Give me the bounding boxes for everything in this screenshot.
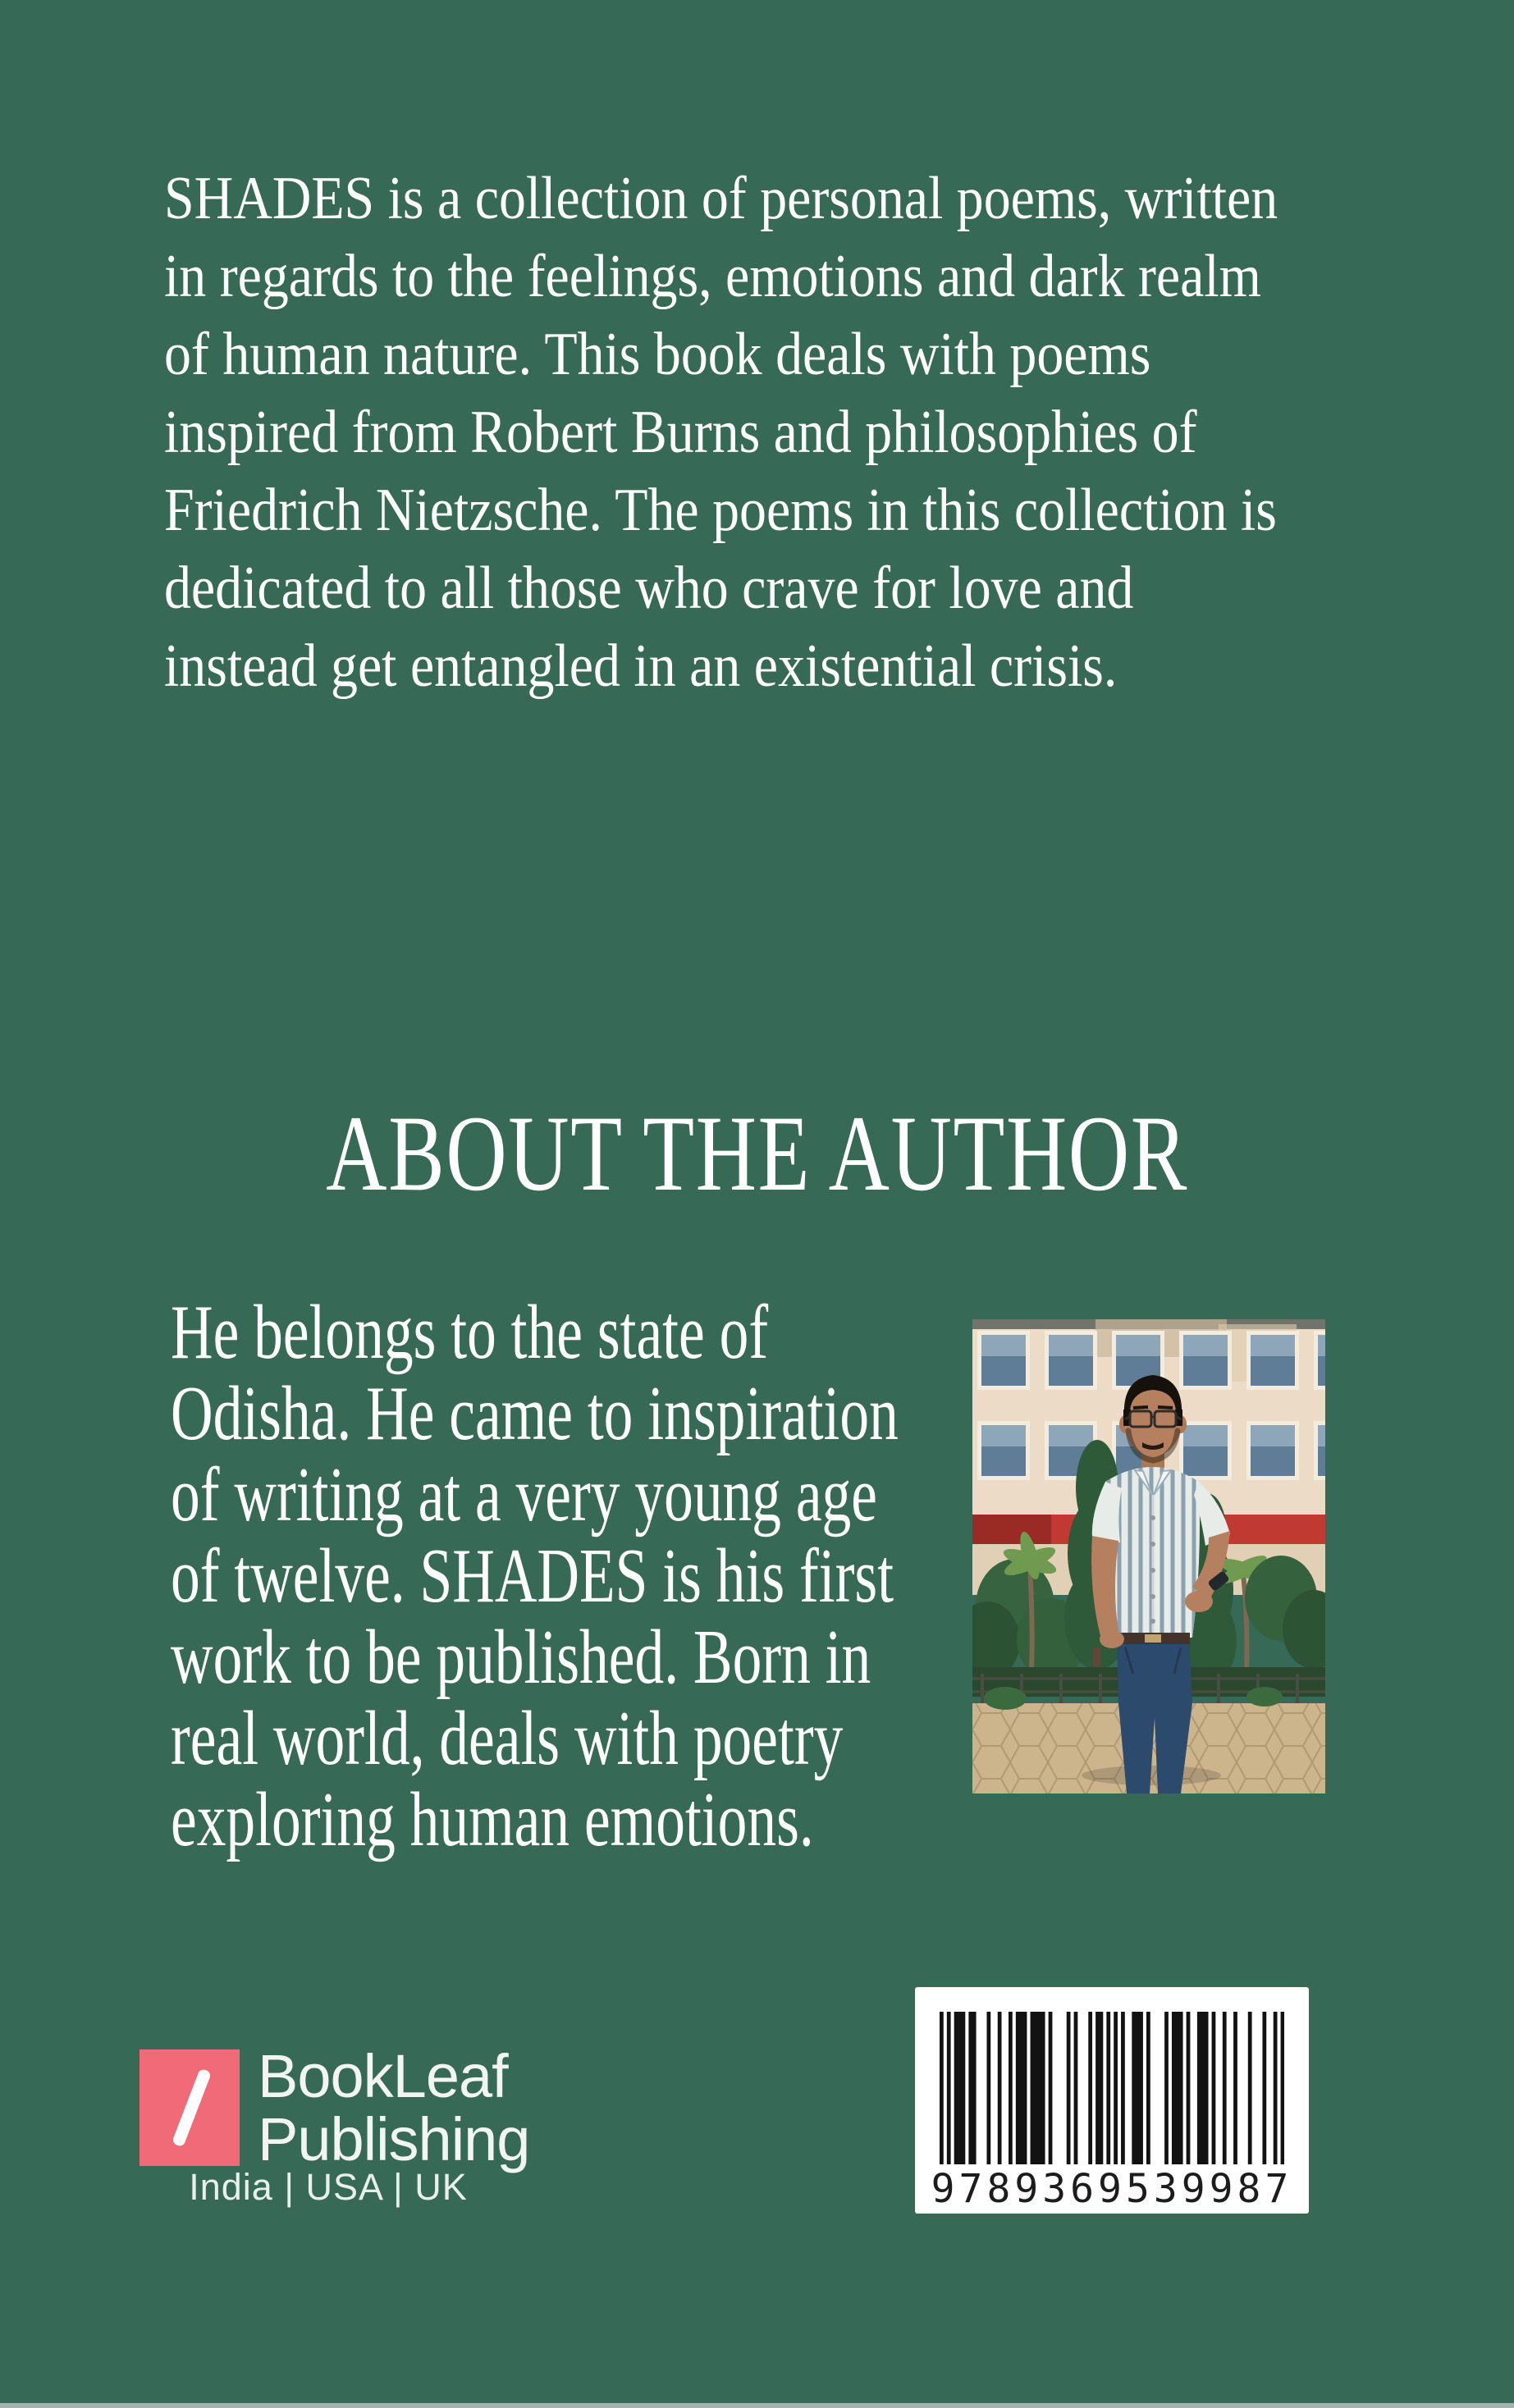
- bio-line: He belongs to the state of: [171, 1290, 769, 1375]
- about-heading-wrap: [0, 1093, 1514, 1213]
- publisher-name: [258, 2042, 530, 2173]
- bio-line: Odisha. He came to inspiration: [171, 1371, 899, 1456]
- barcode: [915, 1987, 1309, 2214]
- bio-line: real world, deals with poetry: [171, 1696, 844, 1781]
- publisher-regions: India | USA | UK: [189, 2166, 468, 2208]
- synopsis-line: of human nature. This book deals with poems: [164, 321, 1151, 388]
- synopsis-line: Friedrich Nietzsche. The poems in this collection is: [164, 477, 1277, 544]
- publisher-logo-square: [140, 2049, 240, 2166]
- author-bio: [171, 1292, 899, 1861]
- slash-icon: [172, 2068, 212, 2148]
- barcode-bars: [940, 2012, 1284, 2164]
- bio-line: of writing at a very young age: [171, 1452, 877, 1538]
- synopsis-line: dedicated to all those who crave for love and: [164, 555, 1134, 622]
- about-heading: ABOUT THE AUTHOR: [326, 1093, 1188, 1213]
- synopsis-paragraph: [164, 160, 1278, 706]
- synopsis-line: in regards to the feelings, emotions and dark realm: [164, 243, 1261, 310]
- author-photo: [972, 1319, 1325, 1793]
- publisher-name-line1: BookLeaf: [258, 2042, 508, 2110]
- bio-line: of twelve. SHADES is his first: [171, 1533, 894, 1619]
- bottom-edge-strip: [0, 2403, 1514, 2408]
- bio-line: work to be published. Born in: [171, 1615, 871, 1700]
- barcode-number: 9789369539987: [931, 2166, 1293, 2212]
- publisher-name-line2: Publishing: [258, 2105, 530, 2173]
- synopsis-line: inspired from Robert Burns and philosophies of: [164, 399, 1197, 466]
- synopsis-line: SHADES is a collection of personal poems, written: [164, 165, 1278, 232]
- synopsis-line: instead get entangled in an existential crisis.: [164, 633, 1118, 700]
- bio-line: exploring human emotions.: [171, 1777, 814, 1862]
